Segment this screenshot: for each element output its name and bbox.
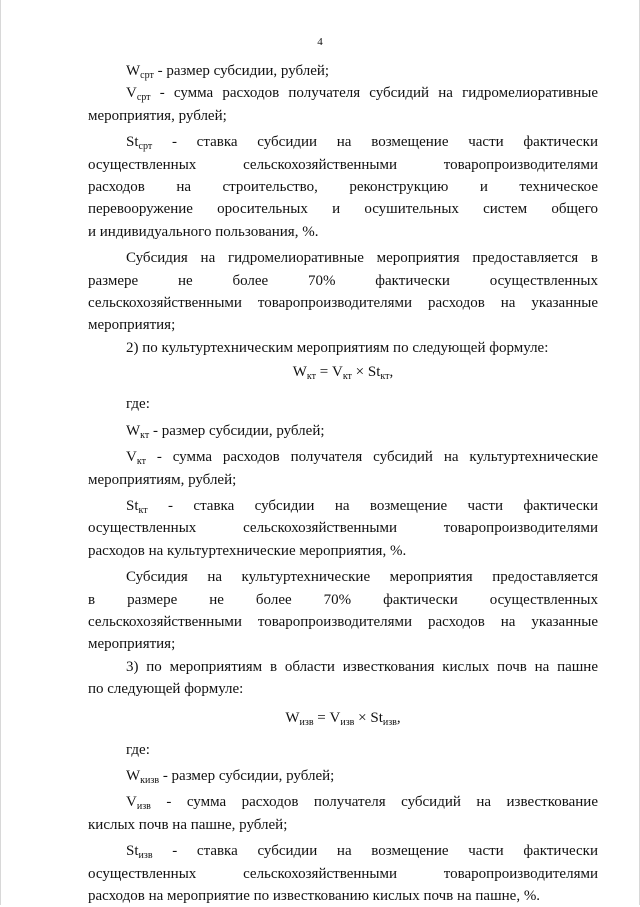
- definition-text: - размер субсидии, рублей;: [149, 422, 325, 439]
- definition-text-cont: осуществленных сельскохозяйственными товаропроизводителями: [88, 520, 598, 537]
- definition-text-cont: мероприятиям, рублей;: [88, 471, 237, 488]
- formula-izv: [88, 707, 598, 729]
- symbol: W: [126, 63, 141, 79]
- formula-subscript: изв: [340, 716, 355, 728]
- formula-subscript: кт: [306, 371, 316, 383]
- section-2-intro: 2) по культуртехническим мероприятиям по следующей формуле:: [126, 339, 549, 356]
- formula-subscript: изв: [299, 716, 314, 728]
- definition-text-cont: кислых почв на пашне, рублей;: [88, 816, 288, 833]
- formula-v: V: [329, 709, 341, 726]
- definition-text-cont: расходов на строительство, реконструкцию и техническое: [88, 179, 598, 196]
- v-izv-definition: [88, 791, 598, 836]
- definition-text: - сумма расходов получателя субсидий на известкование: [150, 794, 598, 811]
- formula-equals: =: [316, 364, 332, 381]
- symbol: V: [126, 85, 137, 102]
- symbol: St: [126, 497, 139, 514]
- definition-text: - ставка субсидии на возмещение части фактически: [152, 134, 598, 151]
- paragraph-line: Субсидия на культуртехнические мероприятия предоставляется: [126, 569, 598, 586]
- v-srt-definition: [88, 82, 598, 127]
- paragraph-line: мероприятия;: [88, 636, 176, 653]
- paragraph-line: сельскохозяйственными товаропроизводителями расходов на указанные: [88, 295, 598, 312]
- symbol-subscript: срт: [140, 70, 154, 81]
- document-body: [88, 60, 598, 907]
- symbol-subscript: срт: [138, 141, 153, 153]
- definition-text: - сумма расходов получателя субсидий на гидромелиоративные: [150, 85, 598, 102]
- definition-text-cont: и индивидуального пользования, %.: [88, 223, 319, 240]
- v-kt-definition: [88, 446, 598, 491]
- st-kt-definition: [88, 495, 598, 562]
- definition-text-cont: осуществленных сельскохозяйственными товаропроизводителями: [88, 865, 598, 882]
- formula-subscript: кт: [342, 371, 352, 383]
- section-3-intro: [88, 656, 598, 701]
- paragraph-line: в размере не более 70% фактически осуществленных: [88, 591, 598, 608]
- paragraph-line: 3) по мероприятиям в области известкования кислых почв на пашне: [126, 658, 598, 675]
- symbol-subscript: кт: [138, 504, 148, 516]
- where-label: где:: [126, 396, 150, 413]
- symbol: St: [126, 843, 139, 860]
- formula-v: V: [331, 364, 343, 381]
- paragraph-line: мероприятия;: [88, 317, 176, 334]
- symbol-subscript: срт: [136, 92, 151, 104]
- definition-text: - ставка субсидии на возмещение части фактически: [152, 843, 598, 860]
- formula-subscript: изв: [382, 716, 397, 728]
- definition-text-cont: перевооружение оросительных и осушительных систем общего: [88, 201, 598, 218]
- subsidy-limit-paragraph-1: [88, 247, 598, 337]
- definition-text: - ставка субсидии на возмещение части фактически: [147, 497, 598, 514]
- formula-times: ×: [351, 364, 368, 381]
- definition-text: - размер субсидии, рублей;: [159, 767, 335, 784]
- w-srt-definition: [88, 60, 598, 82]
- formula-st: St: [370, 709, 383, 726]
- symbol: W: [126, 767, 141, 784]
- formula-w: W: [285, 709, 300, 726]
- where-label: где:: [126, 741, 150, 758]
- page-number: 4: [317, 36, 323, 48]
- formula-subscript: кт: [380, 371, 390, 383]
- page-edge-left: [0, 0, 1, 905]
- symbol-subscript: кт: [136, 456, 146, 468]
- paragraph-line: по следующей формуле:: [88, 681, 244, 698]
- st-srt-definition: [88, 131, 598, 243]
- w-izv-definition: [88, 765, 598, 787]
- symbol: St: [126, 134, 139, 151]
- formula-end: ,: [389, 364, 394, 381]
- w-kt-definition: [88, 420, 598, 442]
- definition-text-cont: осуществленных сельскохозяйственными товаропроизводителями: [88, 156, 598, 173]
- symbol-subscript: кт: [140, 429, 150, 441]
- definition-text-cont: мероприятия, рублей;: [88, 107, 227, 124]
- paragraph-line: Субсидия на гидромелиоративные мероприятия предоставляется в: [126, 250, 598, 267]
- symbol: W: [126, 422, 141, 439]
- formula-equals: =: [313, 709, 330, 726]
- definition-text-cont: расходов на культуртехнические мероприятия, %.: [88, 542, 407, 559]
- formula-end: ,: [396, 709, 401, 726]
- formula-st: St: [367, 364, 381, 381]
- symbol-subscript: изв: [138, 850, 153, 862]
- symbol: V: [126, 449, 137, 466]
- st-izv-definition: [88, 840, 598, 907]
- formula-w: W: [292, 364, 307, 381]
- subsidy-limit-paragraph-2: [88, 566, 598, 656]
- symbol: V: [126, 794, 137, 811]
- symbol-subscript: кизв: [140, 774, 160, 786]
- symbol-subscript: изв: [136, 801, 151, 813]
- formula-kt: [88, 361, 598, 383]
- paragraph-line: размере не более 70% фактически осуществленных: [88, 272, 598, 289]
- definition-text: - сумма расходов получателя субсидий на культуртехнические: [145, 449, 598, 466]
- definition-text: - размер субсидии, рублей;: [153, 63, 330, 79]
- formula-times: ×: [354, 709, 371, 726]
- paragraph-line: сельскохозяйственными товаропроизводителями расходов на указанные: [88, 613, 598, 630]
- definition-text-cont: расходов на мероприятие по известкованию кислых почв на пашне, %.: [88, 888, 541, 904]
